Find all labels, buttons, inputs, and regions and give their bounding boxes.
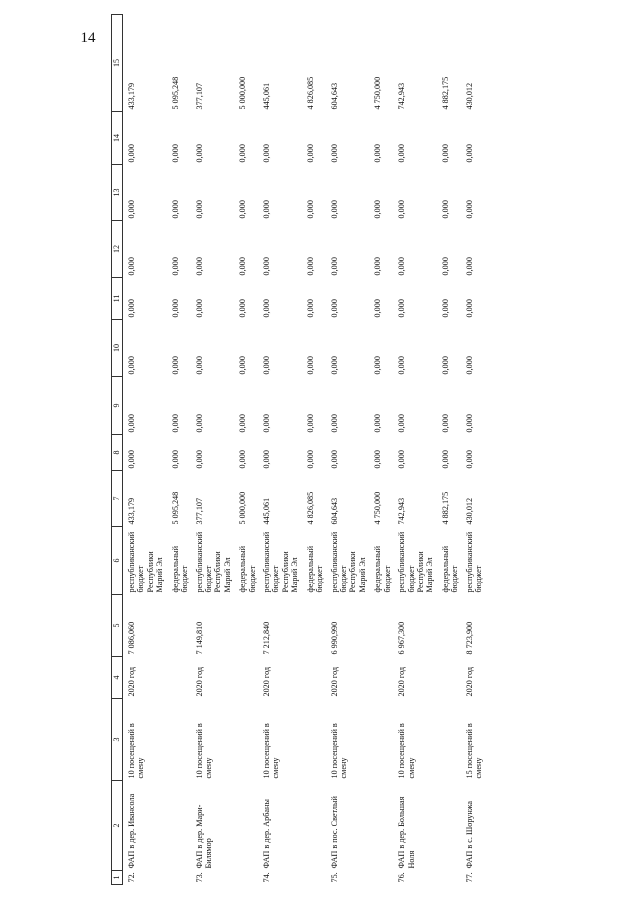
year: 2020 год — [464, 666, 474, 697]
empty-cell — [301, 699, 326, 781]
amount-cell: 0,000 — [440, 356, 450, 375]
funding-source: федеральный бюджет — [170, 545, 190, 593]
empty-cell — [368, 657, 393, 699]
amount-cell: 433,179 — [127, 497, 136, 525]
amount-cell: 0,000 — [170, 414, 180, 433]
amount-cell: 0,000 — [464, 257, 474, 276]
amount-cell: 0,000 — [329, 144, 339, 163]
amount-cell: 0,000 — [440, 299, 450, 318]
header-cell: 8 — [112, 435, 123, 471]
amount-cell: 0,000 — [127, 257, 136, 276]
amount-cell: 0,000 — [397, 356, 407, 375]
amount-cell: 0,000 — [464, 200, 474, 219]
funding-source: республиканский бюджет Республики Марий Эл — [194, 531, 232, 593]
header-cell: 6 — [112, 527, 123, 595]
year: 2020 год — [194, 666, 204, 697]
capacity: 10 посещений в смену — [262, 723, 281, 779]
estimated-cost: 8 723,900 — [464, 621, 474, 655]
header-cell: 15 — [112, 15, 123, 112]
amount-cell: 0,000 — [194, 414, 204, 433]
empty-cell — [233, 699, 258, 781]
amount-cell: 0,000 — [373, 200, 383, 219]
amount-cell: 0,000 — [373, 414, 383, 433]
row-number: 74. — [262, 872, 272, 883]
amount-cell: 0,000 — [127, 144, 136, 163]
funding-source: республиканский бюджет Республики Марий Эл — [397, 531, 435, 593]
empty-cell — [436, 699, 461, 781]
amount-cell: 0,000 — [440, 200, 450, 219]
amount-cell: 0,000 — [127, 200, 136, 219]
amount-cell: 377,107 — [194, 82, 204, 110]
page-number: 14 — [80, 30, 96, 46]
amount-cell: 0,000 — [464, 414, 474, 433]
object-name: ФАП в дер. Мари-Билямор — [194, 804, 213, 869]
amount-cell: 742,943 — [397, 497, 407, 525]
empty-cell — [233, 595, 258, 657]
amount-cell: 0,000 — [329, 200, 339, 219]
amount-cell: 0,000 — [238, 144, 248, 163]
amount-cell: 430,012 — [464, 82, 474, 110]
row-number: 72. — [127, 872, 136, 883]
amount-cell: 0,000 — [127, 414, 136, 433]
amount-cell: 0,000 — [194, 200, 204, 219]
empty-cell — [436, 871, 461, 885]
amount-cell: 4 750,000 — [373, 491, 383, 525]
amount-cell: 4 826,085 — [305, 491, 315, 525]
rotated-table-page — [111, 0, 639, 905]
amount-cell: 445,061 — [262, 82, 272, 110]
amount-cell: 0,000 — [262, 200, 272, 219]
amount-cell: 433,179 — [127, 82, 136, 110]
table-row — [393, 15, 436, 885]
header-cell: 12 — [112, 221, 123, 278]
amount-cell: 0,000 — [194, 450, 204, 469]
year: 2020 год — [397, 666, 407, 697]
amount-cell: 0,000 — [238, 299, 248, 318]
budget-table — [111, 14, 485, 885]
table-row — [258, 15, 301, 885]
header-row — [112, 15, 123, 885]
amount-cell: 0,000 — [194, 144, 204, 163]
amount-cell: 604,643 — [329, 497, 339, 525]
header-cell: 11 — [112, 278, 123, 320]
table-row — [461, 15, 485, 885]
empty-cell — [166, 595, 191, 657]
header-cell: 7 — [112, 471, 123, 527]
estimated-cost: 7 149,810 — [194, 621, 204, 655]
amount-cell: 0,000 — [262, 144, 272, 163]
table-row — [436, 15, 461, 885]
amount-cell: 0,000 — [440, 414, 450, 433]
table-row — [233, 15, 258, 885]
amount-cell: 0,000 — [170, 356, 180, 375]
funding-source: республиканский бюджет Республики Марий Эл — [329, 531, 367, 593]
empty-cell — [166, 699, 191, 781]
header-cell: 5 — [112, 595, 123, 657]
amount-cell: 0,000 — [397, 144, 407, 163]
amount-cell: 5 000,000 — [238, 491, 248, 525]
estimated-cost: 6 967,300 — [397, 621, 407, 655]
amount-cell: 0,000 — [238, 257, 248, 276]
amount-cell: 0,000 — [440, 450, 450, 469]
amount-cell: 0,000 — [464, 450, 474, 469]
object-name: ФАП в пос. Светлый — [329, 796, 339, 869]
empty-cell — [436, 595, 461, 657]
capacity: 10 посещений в смену — [329, 723, 349, 779]
amount-cell: 0,000 — [305, 144, 315, 163]
amount-cell: 0,000 — [373, 144, 383, 163]
row-number: 75. — [329, 872, 339, 883]
amount-cell: 0,000 — [170, 144, 180, 163]
table-row — [191, 15, 234, 885]
empty-cell — [233, 871, 258, 885]
empty-cell — [368, 781, 393, 871]
amount-cell: 0,000 — [262, 356, 272, 375]
funding-source: республиканский бюджет — [464, 531, 484, 593]
capacity: 10 посещений в смену — [397, 723, 416, 779]
amount-cell: 0,000 — [238, 200, 248, 219]
amount-cell: 0,000 — [329, 450, 339, 469]
amount-cell: 0,000 — [373, 356, 383, 375]
amount-cell: 0,000 — [238, 450, 248, 469]
estimated-cost: 7 212,840 — [262, 621, 272, 655]
amount-cell: 0,000 — [397, 200, 407, 219]
header-cell: 14 — [112, 112, 123, 165]
object-name: ФАП в дер. Ивансола — [127, 793, 136, 869]
amount-cell: 0,000 — [397, 257, 407, 276]
amount-cell: 377,107 — [194, 497, 204, 525]
amount-cell: 0,000 — [305, 450, 315, 469]
amount-cell: 0,000 — [170, 200, 180, 219]
estimated-cost: 6 990,990 — [329, 621, 339, 655]
amount-cell: 0,000 — [397, 299, 407, 318]
amount-cell: 0,000 — [464, 299, 474, 318]
funding-source: федеральный бюджет — [305, 545, 325, 593]
amount-cell: 0,000 — [262, 414, 272, 433]
header-cell: 1 — [112, 871, 123, 885]
object-name: ФАП в дер. Арбаны — [262, 799, 272, 869]
header-cell: 3 — [112, 699, 123, 781]
empty-cell — [301, 871, 326, 885]
amount-cell: 4 750,000 — [373, 76, 383, 110]
amount-cell: 0,000 — [238, 356, 248, 375]
capacity: 15 посещений в смену — [464, 723, 484, 779]
object-name: ФАП в с. Шорунжа — [464, 800, 474, 869]
funding-source: республиканский бюджет Республики Марий Эл — [127, 531, 165, 593]
estimated-cost: 7 086,060 — [127, 621, 136, 655]
amount-cell: 4 826,085 — [305, 76, 315, 110]
amount-cell: 0,000 — [305, 257, 315, 276]
empty-cell — [301, 781, 326, 871]
amount-cell: 0,000 — [373, 450, 383, 469]
funding-source: федеральный бюджет — [373, 545, 392, 593]
table-row — [301, 15, 326, 885]
row-number: 76. — [397, 872, 407, 883]
funding-source: федеральный бюджет — [238, 545, 257, 593]
empty-cell — [166, 657, 191, 699]
amount-cell: 0,000 — [127, 356, 136, 375]
capacity: 10 посещений в смену — [194, 723, 213, 779]
row-number: 73. — [194, 872, 204, 883]
amount-cell: 0,000 — [170, 450, 180, 469]
amount-cell: 0,000 — [305, 356, 315, 375]
table-row — [326, 15, 369, 885]
table-row — [368, 15, 393, 885]
year: 2020 год — [127, 666, 136, 697]
amount-cell: 430,012 — [464, 497, 474, 525]
header-cell: 9 — [112, 377, 123, 435]
header-cell: 2 — [112, 781, 123, 871]
amount-cell: 0,000 — [127, 299, 136, 318]
amount-cell: 5 000,000 — [238, 76, 248, 110]
empty-cell — [368, 595, 393, 657]
empty-cell — [301, 657, 326, 699]
capacity: 10 посещений в смену — [127, 723, 146, 779]
empty-cell — [436, 657, 461, 699]
amount-cell: 0,000 — [305, 299, 315, 318]
amount-cell: 0,000 — [262, 450, 272, 469]
amount-cell: 0,000 — [329, 299, 339, 318]
amount-cell: 0,000 — [373, 299, 383, 318]
amount-cell: 0,000 — [194, 299, 204, 318]
table-row — [166, 15, 191, 885]
amount-cell: 0,000 — [373, 257, 383, 276]
table-row — [123, 15, 166, 885]
amount-cell: 0,000 — [305, 414, 315, 433]
amount-cell: 4 882,175 — [440, 76, 450, 110]
empty-cell — [233, 781, 258, 871]
amount-cell: 5 095,248 — [170, 491, 180, 525]
header-cell: 4 — [112, 657, 123, 699]
amount-cell: 0,000 — [238, 414, 248, 433]
amount-cell: 0,000 — [464, 144, 474, 163]
year: 2020 год — [329, 666, 339, 697]
empty-cell — [166, 871, 191, 885]
amount-cell: 0,000 — [329, 356, 339, 375]
header-cell: 10 — [112, 320, 123, 377]
amount-cell: 0,000 — [305, 200, 315, 219]
amount-cell: 0,000 — [194, 356, 204, 375]
empty-cell — [368, 699, 393, 781]
object-name: ФАП в дер. Большая Ноля — [397, 796, 416, 869]
empty-cell — [166, 781, 191, 871]
funding-source: федеральный бюджет — [440, 545, 460, 593]
amount-cell: 0,000 — [397, 450, 407, 469]
amount-cell: 0,000 — [170, 257, 180, 276]
header-cell: 13 — [112, 165, 123, 221]
amount-cell: 0,000 — [262, 257, 272, 276]
amount-cell: 604,643 — [329, 82, 339, 110]
amount-cell: 0,000 — [440, 257, 450, 276]
amount-cell: 742,943 — [397, 82, 407, 110]
empty-cell — [368, 871, 393, 885]
amount-cell: 0,000 — [464, 356, 474, 375]
amount-cell: 0,000 — [194, 257, 204, 276]
amount-cell: 0,000 — [397, 414, 407, 433]
amount-cell: 4 882,175 — [440, 491, 450, 525]
amount-cell: 0,000 — [170, 299, 180, 318]
amount-cell: 0,000 — [262, 299, 272, 318]
funding-source: республиканский бюджет Республики Марий Эл — [262, 531, 300, 593]
empty-cell — [436, 781, 461, 871]
amount-cell: 0,000 — [440, 144, 450, 163]
empty-cell — [233, 657, 258, 699]
amount-cell: 5 095,248 — [170, 76, 180, 110]
amount-cell: 445,061 — [262, 497, 272, 525]
row-number: 77. — [464, 872, 474, 883]
amount-cell: 0,000 — [329, 414, 339, 433]
year: 2020 год — [262, 666, 272, 697]
empty-cell — [301, 595, 326, 657]
amount-cell: 0,000 — [127, 450, 136, 469]
amount-cell: 0,000 — [329, 257, 339, 276]
